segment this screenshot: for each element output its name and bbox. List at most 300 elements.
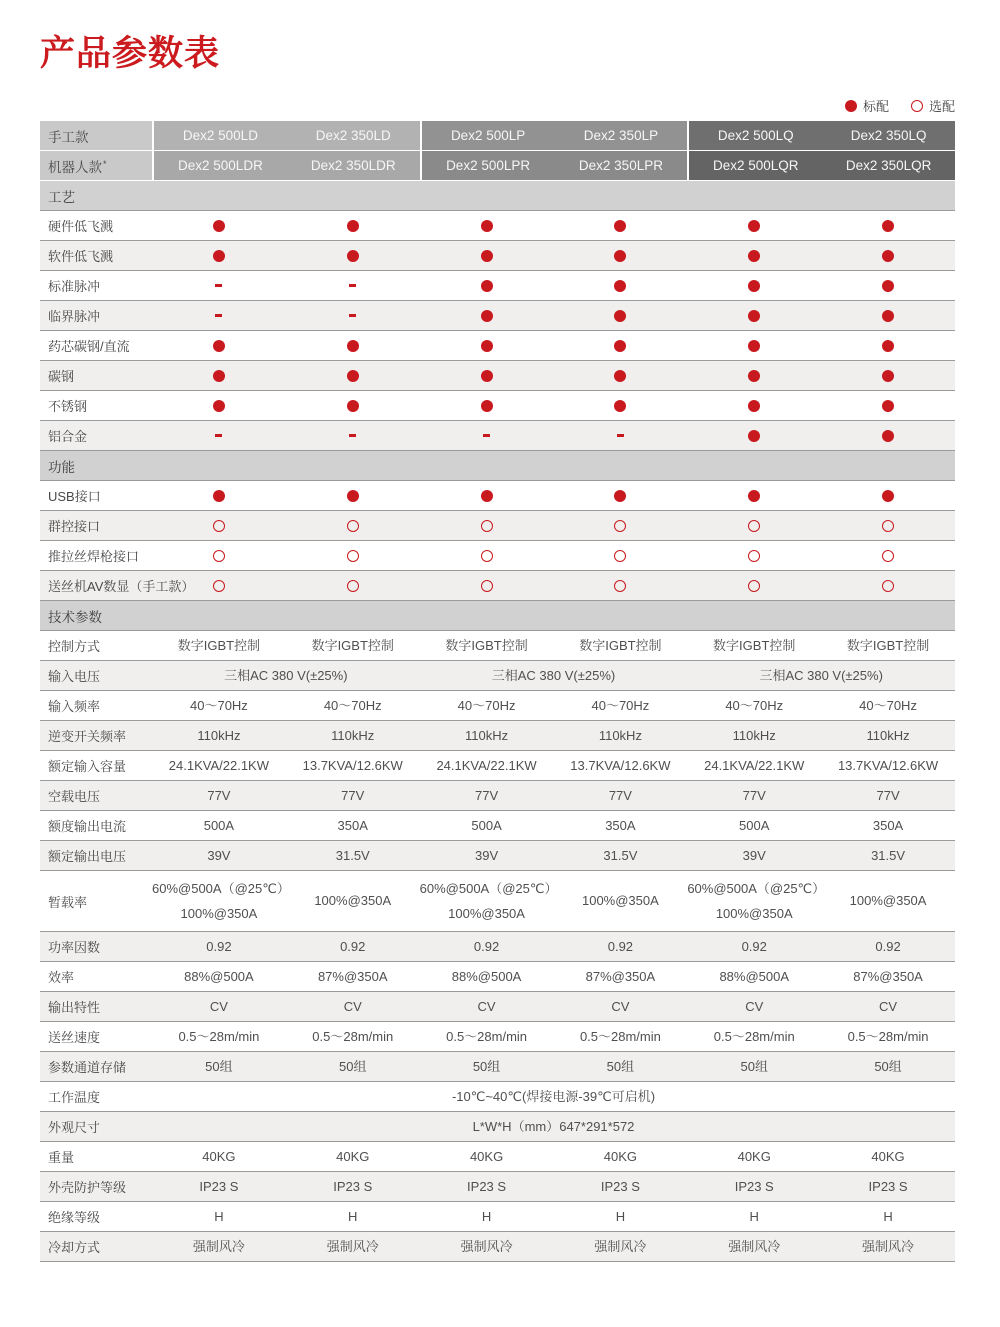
value-cell [821, 999, 955, 1015]
value-cell [152, 1209, 286, 1225]
mark-cell [687, 250, 821, 262]
standard-dot-icon [347, 250, 359, 262]
value-cell [553, 1209, 687, 1225]
mark-cell [553, 370, 687, 382]
value-line: 三相AC 380 V(±25%) [491, 667, 616, 683]
mark-cell [286, 314, 420, 317]
value-cell [553, 728, 687, 744]
value-line: 500A [471, 817, 502, 833]
table-header [40, 121, 955, 181]
standard-dot-icon [882, 250, 894, 262]
value-cell [553, 1179, 687, 1195]
value-cell [286, 969, 420, 985]
mark-cell [420, 280, 554, 292]
standard-dot-icon [748, 280, 760, 292]
standard-dot-icon [748, 400, 760, 412]
value-line: 0.5～28m/min [847, 1028, 929, 1044]
table-row [40, 241, 955, 271]
value-line: CV [343, 998, 362, 1014]
value-cell [152, 758, 286, 774]
row-label: 送丝机AV数显（手工款） [48, 579, 195, 594]
model-cell: Dex2 350LD [315, 128, 391, 143]
standard-dot-icon [882, 430, 894, 442]
row-label: 标准脉冲 [48, 279, 101, 294]
mark-cell [821, 400, 955, 412]
optional-dot-icon [347, 520, 359, 532]
value-cell [687, 728, 821, 744]
value-cell [821, 728, 955, 744]
table-row [40, 932, 955, 962]
value-cell [821, 638, 955, 654]
optional-dot-icon [882, 580, 894, 592]
value-line: 87%@350A [853, 968, 923, 984]
value-line: CV [209, 998, 228, 1014]
section-header-tech-specs: 技术参数 [40, 601, 955, 631]
standard-dot-icon [481, 220, 493, 232]
standard-dot-icon [614, 220, 626, 232]
standard-dot-icon [882, 400, 894, 412]
model-group-ld [152, 121, 420, 150]
value-cell [687, 758, 821, 774]
standard-dot-icon [213, 220, 225, 232]
mark-cell [420, 220, 554, 232]
value-line: 87%@350A [585, 968, 656, 984]
value-cell [286, 1209, 420, 1225]
value-cell [687, 1059, 821, 1075]
row-label: 工作温度 [48, 1090, 101, 1105]
value-cell [687, 1239, 821, 1255]
value-line: 强制风冷 [326, 1238, 379, 1254]
value-line: 100%@350A [180, 905, 258, 921]
value-line: CV [477, 998, 496, 1014]
row-label: 输出特性 [48, 1000, 101, 1015]
optional-dot-icon [748, 550, 760, 562]
mark-cell [420, 340, 554, 352]
table-row [40, 1142, 955, 1172]
mark-cell [420, 370, 554, 382]
mark-cell [687, 490, 821, 502]
optional-dot-icon [614, 520, 626, 532]
value-cell [152, 969, 286, 985]
optional-dot-icon [347, 580, 359, 592]
optional-dot-icon [481, 520, 493, 532]
mark-cell [821, 490, 955, 502]
value-cell [420, 1059, 554, 1075]
value-line: 50组 [205, 1058, 233, 1074]
mark-cell [152, 340, 286, 352]
value-cell [553, 698, 687, 714]
mark-cell [553, 250, 687, 262]
mark-cell [286, 490, 420, 502]
value-cell [152, 1059, 286, 1075]
mark-cell [687, 280, 821, 292]
value-cell [553, 1059, 687, 1075]
standard-dot-icon [481, 400, 493, 412]
mark-cell [420, 520, 554, 532]
value-line: 110kHz [465, 727, 509, 743]
model-cell: Dex2 500LPR [446, 158, 531, 173]
value-cell [821, 1179, 955, 1195]
value-cell [152, 728, 286, 744]
value-cell [152, 1089, 955, 1105]
optional-dot-icon [614, 580, 626, 592]
model-group-lp [420, 151, 688, 180]
value-cell [821, 1029, 955, 1045]
value-line: 强制风冷 [728, 1238, 781, 1254]
value-line: 0.5～28m/min [178, 1028, 260, 1044]
standard-dot-icon [347, 340, 359, 352]
legend [40, 96, 955, 115]
header-label-robot-text: 机器人款 [48, 159, 102, 175]
table-row [40, 421, 955, 451]
model-cell: Dex2 350LP [583, 128, 659, 143]
value-line: 50组 [874, 1058, 902, 1074]
value-cell [286, 1179, 420, 1195]
model-cell: Dex2 350LQ [850, 128, 927, 143]
mark-cell [821, 520, 955, 532]
mark-cell [420, 434, 554, 437]
value-cell [821, 1209, 955, 1225]
standard-dot-icon [481, 310, 493, 322]
value-line: 77V [608, 787, 632, 803]
table-row [40, 301, 955, 331]
value-cell [821, 893, 955, 909]
value-cell [420, 758, 554, 774]
value-cell [687, 880, 826, 921]
value-line: 数字IGBT控制 [445, 637, 528, 653]
value-cell [420, 698, 554, 714]
row-label: 重量 [48, 1150, 75, 1165]
mark-cell [553, 220, 687, 232]
table-row [40, 1172, 955, 1202]
value-line: H [214, 1208, 224, 1224]
standard-dot-icon [213, 250, 225, 262]
value-cell [687, 939, 821, 955]
value-line: 0.5～28m/min [713, 1028, 795, 1044]
value-line: 0.92 [875, 938, 901, 954]
row-label: 冷却方式 [48, 1240, 101, 1255]
value-cell [286, 1149, 420, 1165]
value-cell [152, 698, 286, 714]
model-cell: Dex2 500LP [450, 128, 526, 143]
standard-dot-icon [882, 340, 894, 352]
value-cell [420, 1179, 554, 1195]
value-cell [821, 698, 955, 714]
product-spec-page [0, 26, 1000, 1262]
value-cell [821, 848, 955, 864]
value-cell [286, 788, 420, 804]
value-line: 87%@350A [317, 968, 388, 984]
mark-cell [821, 370, 955, 382]
table-row [40, 811, 955, 841]
legend-optional-label: 选配 [928, 99, 955, 114]
value-cell [553, 638, 687, 654]
value-line: 88%@500A [184, 968, 254, 984]
optional-dot-icon [748, 580, 760, 592]
value-line: 77V [341, 787, 365, 803]
value-cell [152, 1179, 286, 1195]
mark-cell [687, 400, 821, 412]
value-line: -10℃~40℃(焊接电源-39℃可启机) [451, 1088, 656, 1104]
optional-dot-icon [481, 580, 493, 592]
not-available-dash-icon [349, 314, 356, 317]
mark-cell [553, 580, 687, 592]
value-line: 350A [337, 817, 368, 833]
value-line: 60%@500A（@25℃） [419, 880, 558, 896]
value-line: 三相AC 380 V(±25%) [759, 667, 883, 683]
value-line: 100%@350A [581, 893, 659, 909]
mark-cell [286, 520, 420, 532]
value-line: 13.7KVA/12.6KW [837, 757, 939, 773]
mark-cell [420, 490, 554, 502]
table-row [40, 1052, 955, 1082]
standard-dot-icon [882, 490, 894, 502]
value-line: 0.92 [741, 938, 767, 954]
value-cell [420, 1149, 554, 1165]
value-cell [553, 939, 687, 955]
mark-cell [152, 220, 286, 232]
value-line: 40KG [737, 1148, 771, 1164]
value-line: IP23 S [467, 1178, 507, 1194]
value-line: H [348, 1208, 358, 1224]
value-cell [821, 818, 955, 834]
not-available-dash-icon [617, 434, 624, 437]
value-cell [687, 969, 821, 985]
value-cell [419, 880, 558, 921]
value-cell [687, 638, 821, 654]
value-line: 强制风冷 [460, 1238, 513, 1254]
optional-dot-icon [481, 550, 493, 562]
section-header-craft: 工艺 [40, 181, 955, 211]
value-cell [553, 1239, 687, 1255]
table-row [40, 1202, 955, 1232]
value-line: 0.92 [340, 938, 366, 954]
value-line: 40KG [469, 1148, 504, 1164]
value-cell [420, 638, 554, 654]
row-label: 输入电压 [48, 669, 101, 684]
standard-dot-icon [614, 370, 626, 382]
mark-cell [687, 430, 821, 442]
value-cell [553, 999, 687, 1015]
table-row [40, 391, 955, 421]
mark-cell [420, 310, 554, 322]
model-group-lp [420, 121, 688, 150]
row-label: 控制方式 [48, 639, 101, 654]
value-line: 24.1KVA/22.1KW [168, 757, 270, 773]
value-cell [420, 668, 688, 684]
value-line: 0.92 [607, 938, 634, 954]
value-line: 31.5V [603, 847, 638, 863]
mark-cell [286, 250, 420, 262]
value-line: 60%@500A（@25℃） [152, 880, 290, 896]
value-cell [152, 880, 290, 921]
footnote-asterisk: * [103, 158, 107, 169]
mark-cell [286, 340, 420, 352]
value-line: 40～70Hz [725, 697, 784, 713]
row-label: 绝缘等级 [48, 1210, 101, 1225]
value-line: 24.1KVA/22.1KW [436, 757, 537, 773]
optional-dot-icon [882, 550, 894, 562]
mark-cell [687, 220, 821, 232]
mark-cell [152, 550, 286, 562]
row-label: 送丝速度 [48, 1030, 101, 1045]
value-line: 13.7KVA/12.6KW [570, 757, 671, 773]
mark-cell [553, 340, 687, 352]
row-label: 软件低飞溅 [48, 249, 114, 264]
value-line: 40KG [871, 1148, 905, 1164]
row-label: 外观尺寸 [48, 1120, 101, 1135]
value-cell [420, 1209, 554, 1225]
value-line: 0.92 [206, 938, 232, 954]
row-label: USB接口 [48, 489, 101, 504]
standard-dot-icon [213, 400, 225, 412]
table-row [40, 841, 955, 871]
row-label: 逆变开关频率 [48, 729, 127, 744]
value-cell [286, 758, 420, 774]
row-label: 碳钢 [48, 369, 75, 384]
value-line: 强制风冷 [192, 1238, 245, 1254]
not-available-dash-icon [349, 284, 356, 287]
model-cell: Dex2 350LQR [845, 158, 932, 173]
not-available-dash-icon [215, 314, 222, 317]
value-cell [152, 1029, 286, 1045]
value-cell [821, 788, 955, 804]
model-cell: Dex2 350LDR [310, 158, 396, 173]
value-cell [286, 728, 420, 744]
value-line: 77V [207, 787, 231, 803]
value-line: CV [745, 998, 764, 1014]
value-cell [553, 848, 687, 864]
table-row [40, 571, 955, 601]
value-cell [687, 1179, 821, 1195]
mark-cell [152, 284, 286, 287]
row-label: 铝合金 [48, 429, 88, 444]
mark-cell [152, 434, 286, 437]
standard-dot-icon [748, 490, 760, 502]
mark-cell [553, 520, 687, 532]
legend-standard-label: 标配 [862, 99, 889, 114]
header-row-robot [40, 151, 955, 181]
value-line: H [481, 1208, 492, 1224]
value-line: 500A [739, 817, 770, 833]
section-header-features: 功能 [40, 451, 955, 481]
standard-dot-icon [614, 340, 626, 352]
value-cell [687, 698, 821, 714]
row-label: 额度输出电流 [48, 819, 127, 834]
value-cell [687, 1149, 821, 1165]
mark-cell [420, 400, 554, 412]
table-row [40, 962, 955, 992]
not-available-dash-icon [349, 434, 356, 437]
table-row [40, 481, 955, 511]
value-line: 100%@350A [849, 893, 927, 909]
value-cell [687, 1029, 821, 1045]
value-cell [687, 1209, 821, 1225]
row-label: 额定输入容量 [48, 759, 127, 774]
mark-cell [152, 490, 286, 502]
table-row [40, 661, 955, 691]
value-cell [152, 939, 286, 955]
value-line: 0.92 [473, 938, 500, 954]
value-line: 100%@350A [448, 905, 525, 921]
table-body [40, 181, 955, 1262]
table-row [40, 721, 955, 751]
standard-dot-icon [614, 310, 626, 322]
value-cell [286, 1059, 420, 1075]
value-cell [152, 638, 286, 654]
value-cell [553, 788, 687, 804]
optional-dot-icon [748, 520, 760, 532]
value-line: 0.5～28m/min [579, 1028, 661, 1044]
mark-cell [286, 284, 420, 287]
value-cell [420, 1029, 554, 1045]
mark-cell [420, 550, 554, 562]
value-line: 40KG [202, 1148, 236, 1164]
model-cell: Dex2 500LQ [717, 128, 794, 143]
row-label: 暂载率 [48, 894, 88, 910]
standard-dot-icon [882, 280, 894, 292]
value-line: 31.5V [335, 847, 370, 863]
value-line: 110kHz [732, 727, 776, 743]
not-available-dash-icon [215, 284, 222, 287]
standard-dot-icon [481, 370, 493, 382]
value-cell [553, 969, 687, 985]
mark-cell [687, 370, 821, 382]
mark-cell [687, 340, 821, 352]
value-cell [420, 939, 554, 955]
value-line: 0.5～28m/min [312, 1028, 394, 1044]
standard-dot-icon [882, 220, 894, 232]
value-line: 三相AC 380 V(±25%) [224, 667, 348, 683]
optional-dot-icon [614, 550, 626, 562]
row-label: 药芯碳钢/直流 [48, 339, 130, 354]
table-row [40, 331, 955, 361]
value-line: 数字IGBT控制 [311, 637, 394, 653]
table-row [40, 541, 955, 571]
value-cell [553, 758, 687, 774]
standard-dot-icon [213, 370, 225, 382]
mark-cell [821, 340, 955, 352]
value-line: 110kHz [598, 727, 642, 743]
standard-dot-icon [614, 490, 626, 502]
value-line: 40KG [336, 1148, 370, 1164]
value-line: 数字IGBT控制 [177, 637, 261, 653]
standard-dot-icon [614, 250, 626, 262]
value-cell [152, 999, 286, 1015]
mark-cell [821, 580, 955, 592]
legend-optional [911, 96, 955, 115]
model-group-lq [687, 151, 955, 180]
value-cell [420, 728, 554, 744]
value-cell [286, 893, 420, 909]
value-cell [286, 818, 420, 834]
value-line: 88%@500A [719, 968, 790, 984]
standard-dot-icon [347, 490, 359, 502]
value-cell [286, 638, 420, 654]
optional-dot-icon [347, 550, 359, 562]
mark-cell [152, 250, 286, 262]
mark-cell [286, 400, 420, 412]
value-line: H [749, 1208, 759, 1224]
mark-cell [553, 400, 687, 412]
value-line: 强制风冷 [862, 1238, 915, 1254]
value-cell [821, 939, 955, 955]
model-cell: Dex2 500LQR [712, 158, 799, 173]
table-row [40, 361, 955, 391]
mark-cell [420, 250, 554, 262]
row-label: 参数通道存储 [48, 1060, 127, 1075]
value-cell [821, 1059, 955, 1075]
